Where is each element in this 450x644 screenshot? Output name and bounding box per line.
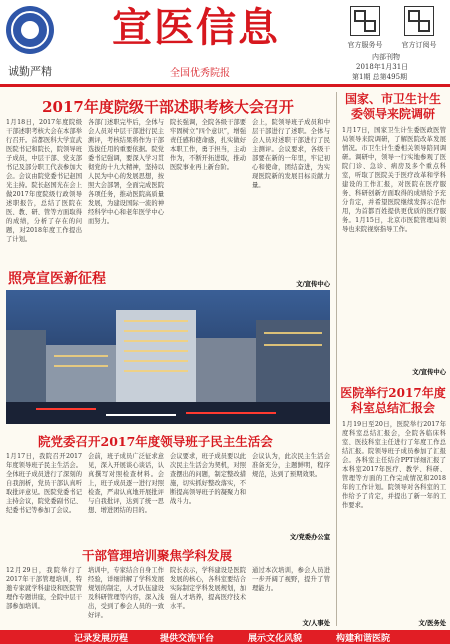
lead-byline: 文/宣传中心	[296, 281, 330, 288]
article2-column-1: 1月17日，我院召开2017年度领导班子民主生活会。全体班子成员进行了深刻的自我剖析，党员干部认真听取批评意见。医院党委书记主持会议，院党委副书记、纪委书记等参加了会议。	[6, 453, 82, 514]
footer-slogan: 展示文化风貌	[248, 634, 303, 644]
footer-slogan: 记录发展历程	[74, 634, 129, 644]
article3-column-3: 院长表示，学科建设是医院发展的核心，各科室要结合实际制定学科发展规划，加强人才培养，提高医疗技术水平。	[170, 567, 246, 610]
hospital-motto: 诚勤严精	[8, 65, 52, 78]
hospital-logo	[6, 6, 54, 54]
issue-type: 内部刊物	[372, 53, 400, 61]
article3-byline: 文/人事处	[302, 620, 330, 627]
lead-headline: 2017年度院级干部述职考核大会召开	[42, 98, 294, 116]
lead-column-3: 院长强调，全院各级干部要牢固树立“四个意识”，增强责任感和使命感，扎实做好本职工作，勇于担当，主动作为，不断开拓进取，推动医院事业再上新台阶。	[170, 119, 246, 171]
lead-column-4: 会上，院领导班子成员和中层干部进行了述职。全体与会人员对述职干部进行了民主测评。会议要求，各级干部要在新的一年里，牢记初心和使命，团结奋进，为实现医院新的发展目标贡献力量。	[252, 119, 330, 189]
side1-body: 1月17日，国家卫生计生委医政医管局领导来院调研，了解医院改革发展情况。市卫生计生委相关领导陪同调研。调研中，领导一行实地参观了医院门诊、急诊、病房及多个重点科室，听取了医院关于医疗改革和学科建设的工作汇报，对医院在医疗服务、科研创新方面取得的成绩给予充分肯定，并希望医院继续发挥示范作用，为首都百姓提供更优质的医疗服务。1月15日，北京市医院管理局领导也来院视察指导工作。	[342, 127, 446, 233]
side1-byline: 文/宣传中心	[412, 369, 446, 376]
photo-image	[6, 290, 330, 424]
side2-headline: 医院举行2017年度科室总结汇报会	[340, 386, 446, 415]
column-divider	[336, 92, 337, 626]
qr-caption: 官方服务号	[347, 41, 383, 49]
article2-column-3: 会议要求，班子成员要以此次民主生活会为契机，对照查摆出的问题，制定整改措施，切实抓好整改落实，不断提高领导班子的凝聚力和战斗力。	[170, 453, 246, 505]
newspaper-subtitle: 全国优秀院报	[170, 68, 230, 79]
article2-byline: 文/党委办公室	[289, 534, 330, 541]
qr-code-icon[interactable]	[350, 6, 380, 36]
lead-column-2: 各部门述职完毕后，全体与会人员对中层干部进行民主测评，考核结果将作为干部选拔任用的重要依据。院党委书记强调，要深入学习贯彻党的十九大精神，坚持以人民为中心的发展思想，按照大会部署，全面完成医院各项任务，推动医院高质量发展，为建设国际一流的神经科学中心和老年医学中心而努力。	[88, 119, 164, 225]
side1-headline: 国家、市卫生计生委领导来院调研	[344, 92, 441, 121]
footer-banner	[0, 630, 450, 644]
article3-column-2: 培训中，专家结合自身工作经验，详细讲解了学科发展规划的制定，人才队伍建设及科研管理等内容，深入浅出，受到了参会人员的一致好评。	[88, 567, 164, 619]
header-divider	[0, 84, 450, 87]
footer-slogan: 提供交流平台	[160, 634, 215, 644]
issue-number: 第1期 总第495期	[352, 73, 408, 81]
qr-code-icon[interactable]	[404, 6, 434, 36]
lead-column-1: 1月18日，2017年度院级干部述职考核大会在本部举行召开。首都医科大学宣武医院书记和院长，院领导班子成员，中层干部、党支部书记及部分职工代表参加大会。会议由院党委书记赵国光主持。院长赵国光在会上做2017年度院级行政领导述职报告，总结了医院在医、教、研、管等方面取得的成绩，分析了存在的问题，对2018年度工作提出了计划。	[6, 119, 82, 243]
masthead-area	[0, 0, 450, 86]
article2-column-2: 会前，班子成员广泛征求意见，深入开展谈心谈话，认真撰写对照检查材料。会上，班子成员逐一进行对照检查，严肃认真地开展批评与自我批评，达到了统一思想、增进团结的目的。	[88, 453, 164, 514]
article2-headline: 院党委召开2017年度领导班子民主生活会	[38, 434, 273, 449]
newspaper-title: 宣医信息	[112, 4, 280, 51]
article3-column-4: 通过本次培训，参会人员进一步开阔了视野，提升了管理能力。	[252, 567, 330, 592]
article3-headline: 干部管理培训聚焦学科发展	[82, 548, 233, 563]
photo-headline: 照亮宣医新征程	[8, 271, 106, 287]
side2-body: 1月19日至20日，医院举行2017年度科室总结汇报会，全院各临床科室、医技科室主任进行了年度工作总结汇报。院领导班子成员参加了汇报会。各科室主任结合PPT详细汇报了本科室2017年医疗、教学、科研、管理等方面的工作完成情况和2018年的工作计划。院领导对各科室的工作给予了肯定，并提出了新一年的工作要求。	[342, 421, 446, 509]
qr-caption: 官方订阅号	[401, 41, 437, 49]
article3-column-1: 12月29日，我院举行了2017年干部管理培训，特邀专家就学科建设和医院管理作专题讲座，全院中层干部参加培训。	[6, 567, 82, 610]
issue-date: 2018年1月31日	[356, 63, 409, 71]
footer-slogan: 构建和谐医院	[336, 634, 391, 644]
hospital-night-photo	[6, 290, 330, 424]
article2-column-4: 会议认为，此次民主生活会准备充分，主题鲜明，程序规范，达到了预期效果。	[252, 453, 330, 478]
side2-byline: 文/医务处	[418, 620, 446, 627]
